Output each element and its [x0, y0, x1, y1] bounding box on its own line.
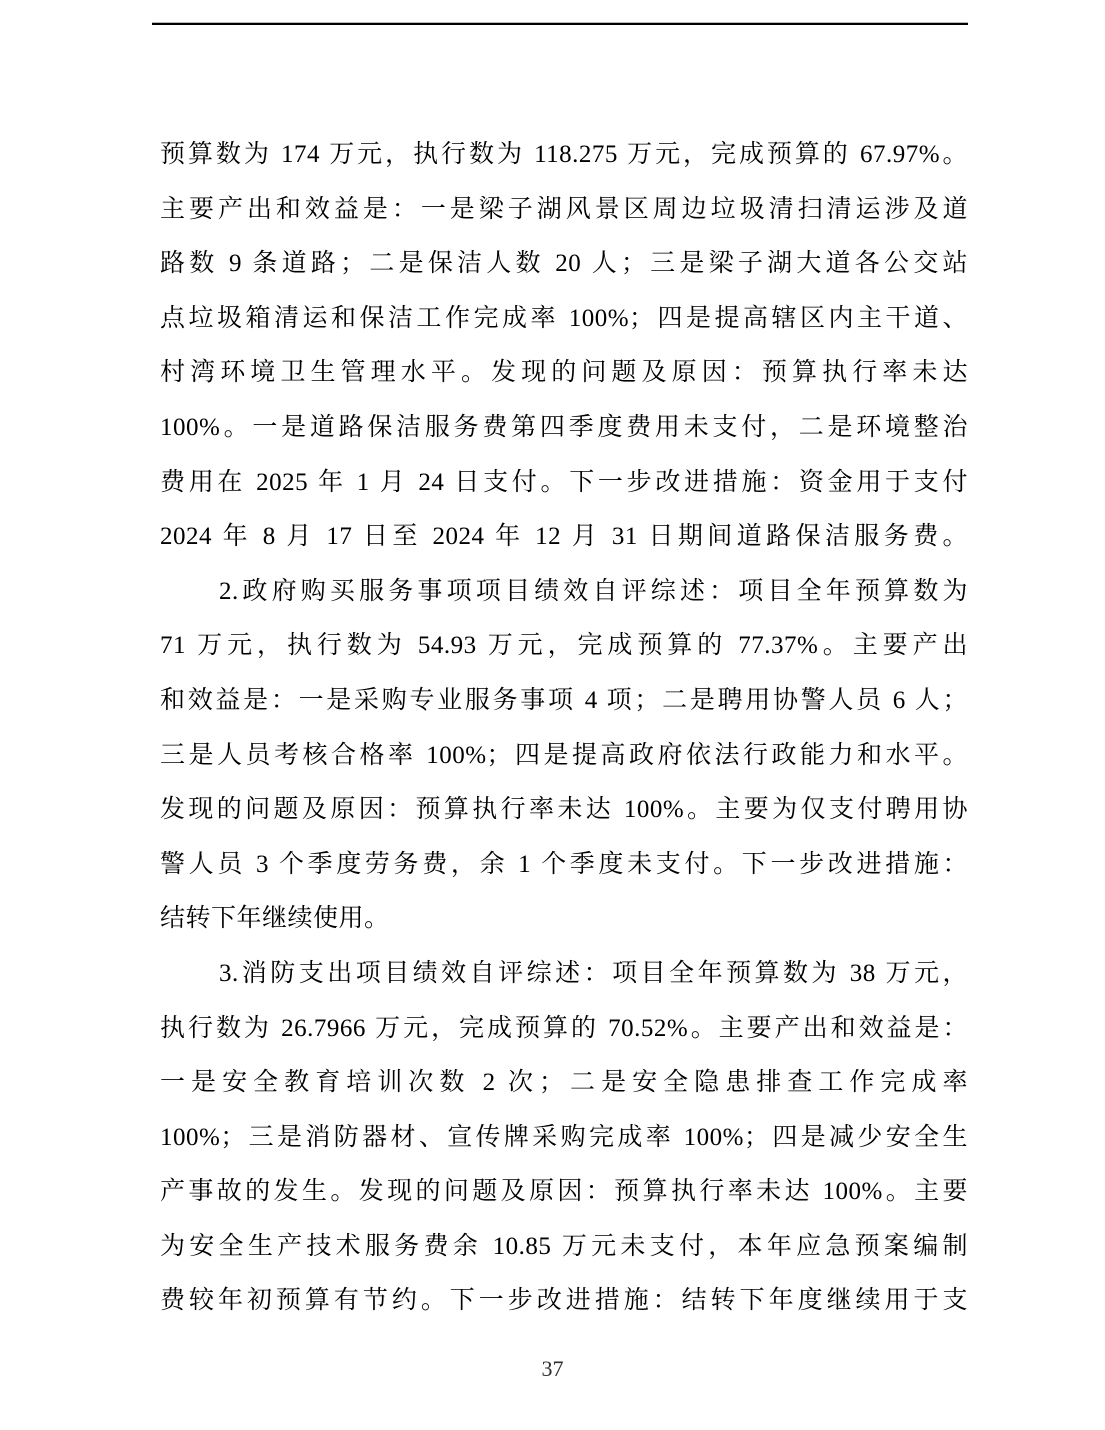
text-line: 发现的问题及原因：预算执行率未达 100%。主要为仅支付聘用协: [160, 796, 968, 824]
text-line: 三是人员考核合格率 100%；四是提高政府依法行政能力和水平。: [160, 741, 968, 769]
text-line: 2024 年 8 月 17 日至 2024 年 12 月 31 日期间道路保洁服务费。: [160, 523, 968, 551]
header-rule: [152, 23, 968, 25]
text-line: 费较年初预算有节约。下一步改进措施：结转下年度继续用于支: [160, 1287, 968, 1315]
text-line: 和效益是：一是采购专业服务事项 4 项；二是聘用协警人员 6 人；: [160, 686, 968, 714]
text-line: 执行数为 26.7966 万元，完成预算的 70.52%。主要产出和效益是：: [160, 1014, 968, 1042]
text-line: 费用在 2025 年 1 月 24 日支付。下一步改进措施：资金用于支付: [160, 468, 968, 496]
text-line: 71 万元，执行数为 54.93 万元，完成预算的 77.37%。主要产出: [160, 632, 968, 660]
text-line: 路数 9 条道路；二是保洁人数 20 人；三是梁子湖大道各公交站: [160, 250, 968, 278]
text-line: 警人员 3 个季度劳务费，余 1 个季度未支付。下一步改进措施：: [160, 850, 968, 878]
text-line: 为安全生产技术服务费余 10.85 万元未支付，本年应急预案编制: [160, 1232, 968, 1260]
body-text: [160, 128, 968, 1329]
paragraph-start-line: 3.消防支出项目绩效自评综述：项目全年预算数为 38 万元，: [219, 959, 968, 987]
text-line: 产事故的发生。发现的问题及原因：预算执行率未达 100%。主要: [160, 1178, 968, 1206]
text-line: 预算数为 174 万元，执行数为 118.275 万元，完成预算的 67.97%。: [160, 141, 968, 168]
text-line: 主要产出和效益是：一是梁子湖风景区周边垃圾清扫清运涉及道: [160, 195, 968, 223]
text-line: 100%。一是道路保洁服务费第四季度费用未支付，二是环境整治: [160, 413, 968, 441]
text-line: 一是安全教育培训次数 2 次；二是安全隐患排查工作完成率: [160, 1069, 968, 1097]
paragraph-end-line: 结转下年继续使用。: [160, 905, 390, 933]
text-line: 点垃圾箱清运和保洁工作完成率 100%；四是提高辖区内主干道、: [160, 304, 968, 332]
paragraph-start-line: 2.政府购买服务事项项目绩效自评综述：项目全年预算数为: [219, 577, 968, 605]
text-line: 村湾环境卫生管理水平。发现的问题及原因：预算执行率未达: [160, 359, 968, 387]
page-number: 37: [541, 1356, 564, 1381]
text-line: 100%；三是消防器材、宣传牌采购完成率 100%；四是减少安全生: [160, 1123, 968, 1151]
